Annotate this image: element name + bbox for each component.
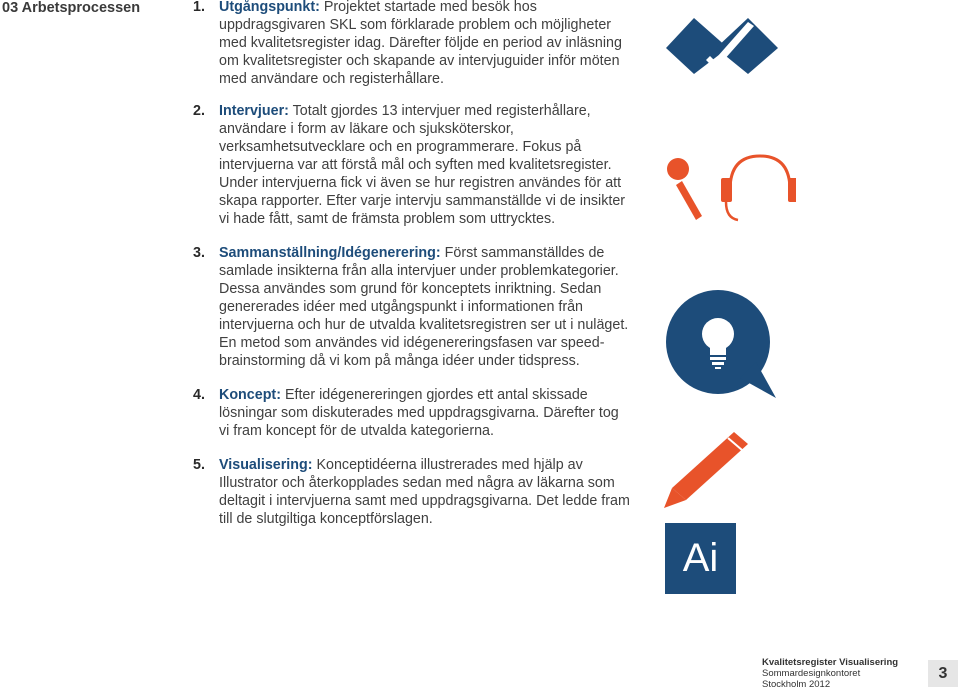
step-keyword: Sammanställning/Idégenerering: bbox=[219, 245, 441, 261]
step-text: Efter idégenereringen gjordes ett antal skissade lösningar som diskuterades med uppdragsgivarna. Därefter tog vi fram koncept för de utvalda kategorierna. bbox=[219, 387, 619, 439]
step-text: Konceptidéerna illustrerades med hjälp av Illustrator och återkopplades sedan med några av läkarna som deltagit i intervjuerna samt med uppdragsgivarna. Det ledde fram till de slutgiltiga konceptförslagen. bbox=[219, 457, 630, 527]
step-koncept bbox=[193, 386, 633, 440]
step-number: 4. bbox=[193, 387, 205, 403]
footer bbox=[762, 657, 898, 690]
step-sammanstallning bbox=[193, 244, 633, 370]
step-text: Projektet startade med besök hos uppdragsgivaren SKL som förklarade problem och möjligheter med kvalitetsregister idag. Därefter följde en period av inläsning om kvalitetsregister och skapande av intervjuguider inför möten med användare och registerhållare. bbox=[219, 0, 622, 87]
step-visualisering bbox=[193, 456, 633, 528]
lightbulb-speech-icon bbox=[664, 290, 780, 402]
footer-project: Kvalitetsregister Visualisering bbox=[762, 657, 899, 668]
illustrator-icon bbox=[665, 523, 736, 594]
step-number: 2. bbox=[193, 103, 205, 119]
step-keyword: Intervjuer: bbox=[219, 103, 289, 119]
illustrator-label: Ai bbox=[682, 536, 719, 580]
process-steps bbox=[193, 0, 633, 528]
page-number: 3 bbox=[928, 660, 958, 687]
step-utgangspunkt bbox=[193, 0, 633, 88]
step-keyword: Utgångspunkt: bbox=[219, 0, 320, 15]
footer-place-year: Stockholm 2012 bbox=[762, 679, 831, 690]
microphone-headphones-icon bbox=[664, 150, 796, 228]
step-keyword: Visualisering: bbox=[219, 457, 313, 473]
step-text: Först sammanställdes de samlade insikterna från alla intervjuer under problemkategorier. Dessa användes som grund för konceptets inriktning. Sedan genererades idéer med utgångspunkt i informationen från intervjuerna och hur de utvalda kvalitetsregistren ser ut i nuläget. En metod som användes vid idégenereringsfasen var speed-brainstorming då vi kom på många idéer under tidspress. bbox=[219, 245, 629, 369]
step-number: 3. bbox=[193, 245, 205, 261]
section-title: 03 Arbetsprocessen bbox=[2, 0, 141, 16]
step-text: Totalt gjordes 13 intervjuer med registerhållare, användare i form av läkare och sjuksköterskor, verksamhetsutvecklare och en programmerare. Fokus på intervjuerna var att förstå mål och syften med kvalitetsregister. Under intervjuerna fick vi även se hur registren användes för att skapa rapporter. Efter varje intervju sammanställde vi de insikter vi hade fått, samt de främsta problem som uttrycktes. bbox=[219, 103, 626, 227]
footer-office: Sommardesignkontoret bbox=[762, 668, 861, 679]
step-intervjuer bbox=[193, 102, 633, 228]
step-keyword: Koncept: bbox=[219, 387, 281, 403]
flags-icon bbox=[662, 16, 782, 76]
step-number: 5. bbox=[193, 457, 205, 473]
pencil-icon bbox=[664, 432, 750, 508]
step-number: 1. bbox=[193, 0, 205, 15]
